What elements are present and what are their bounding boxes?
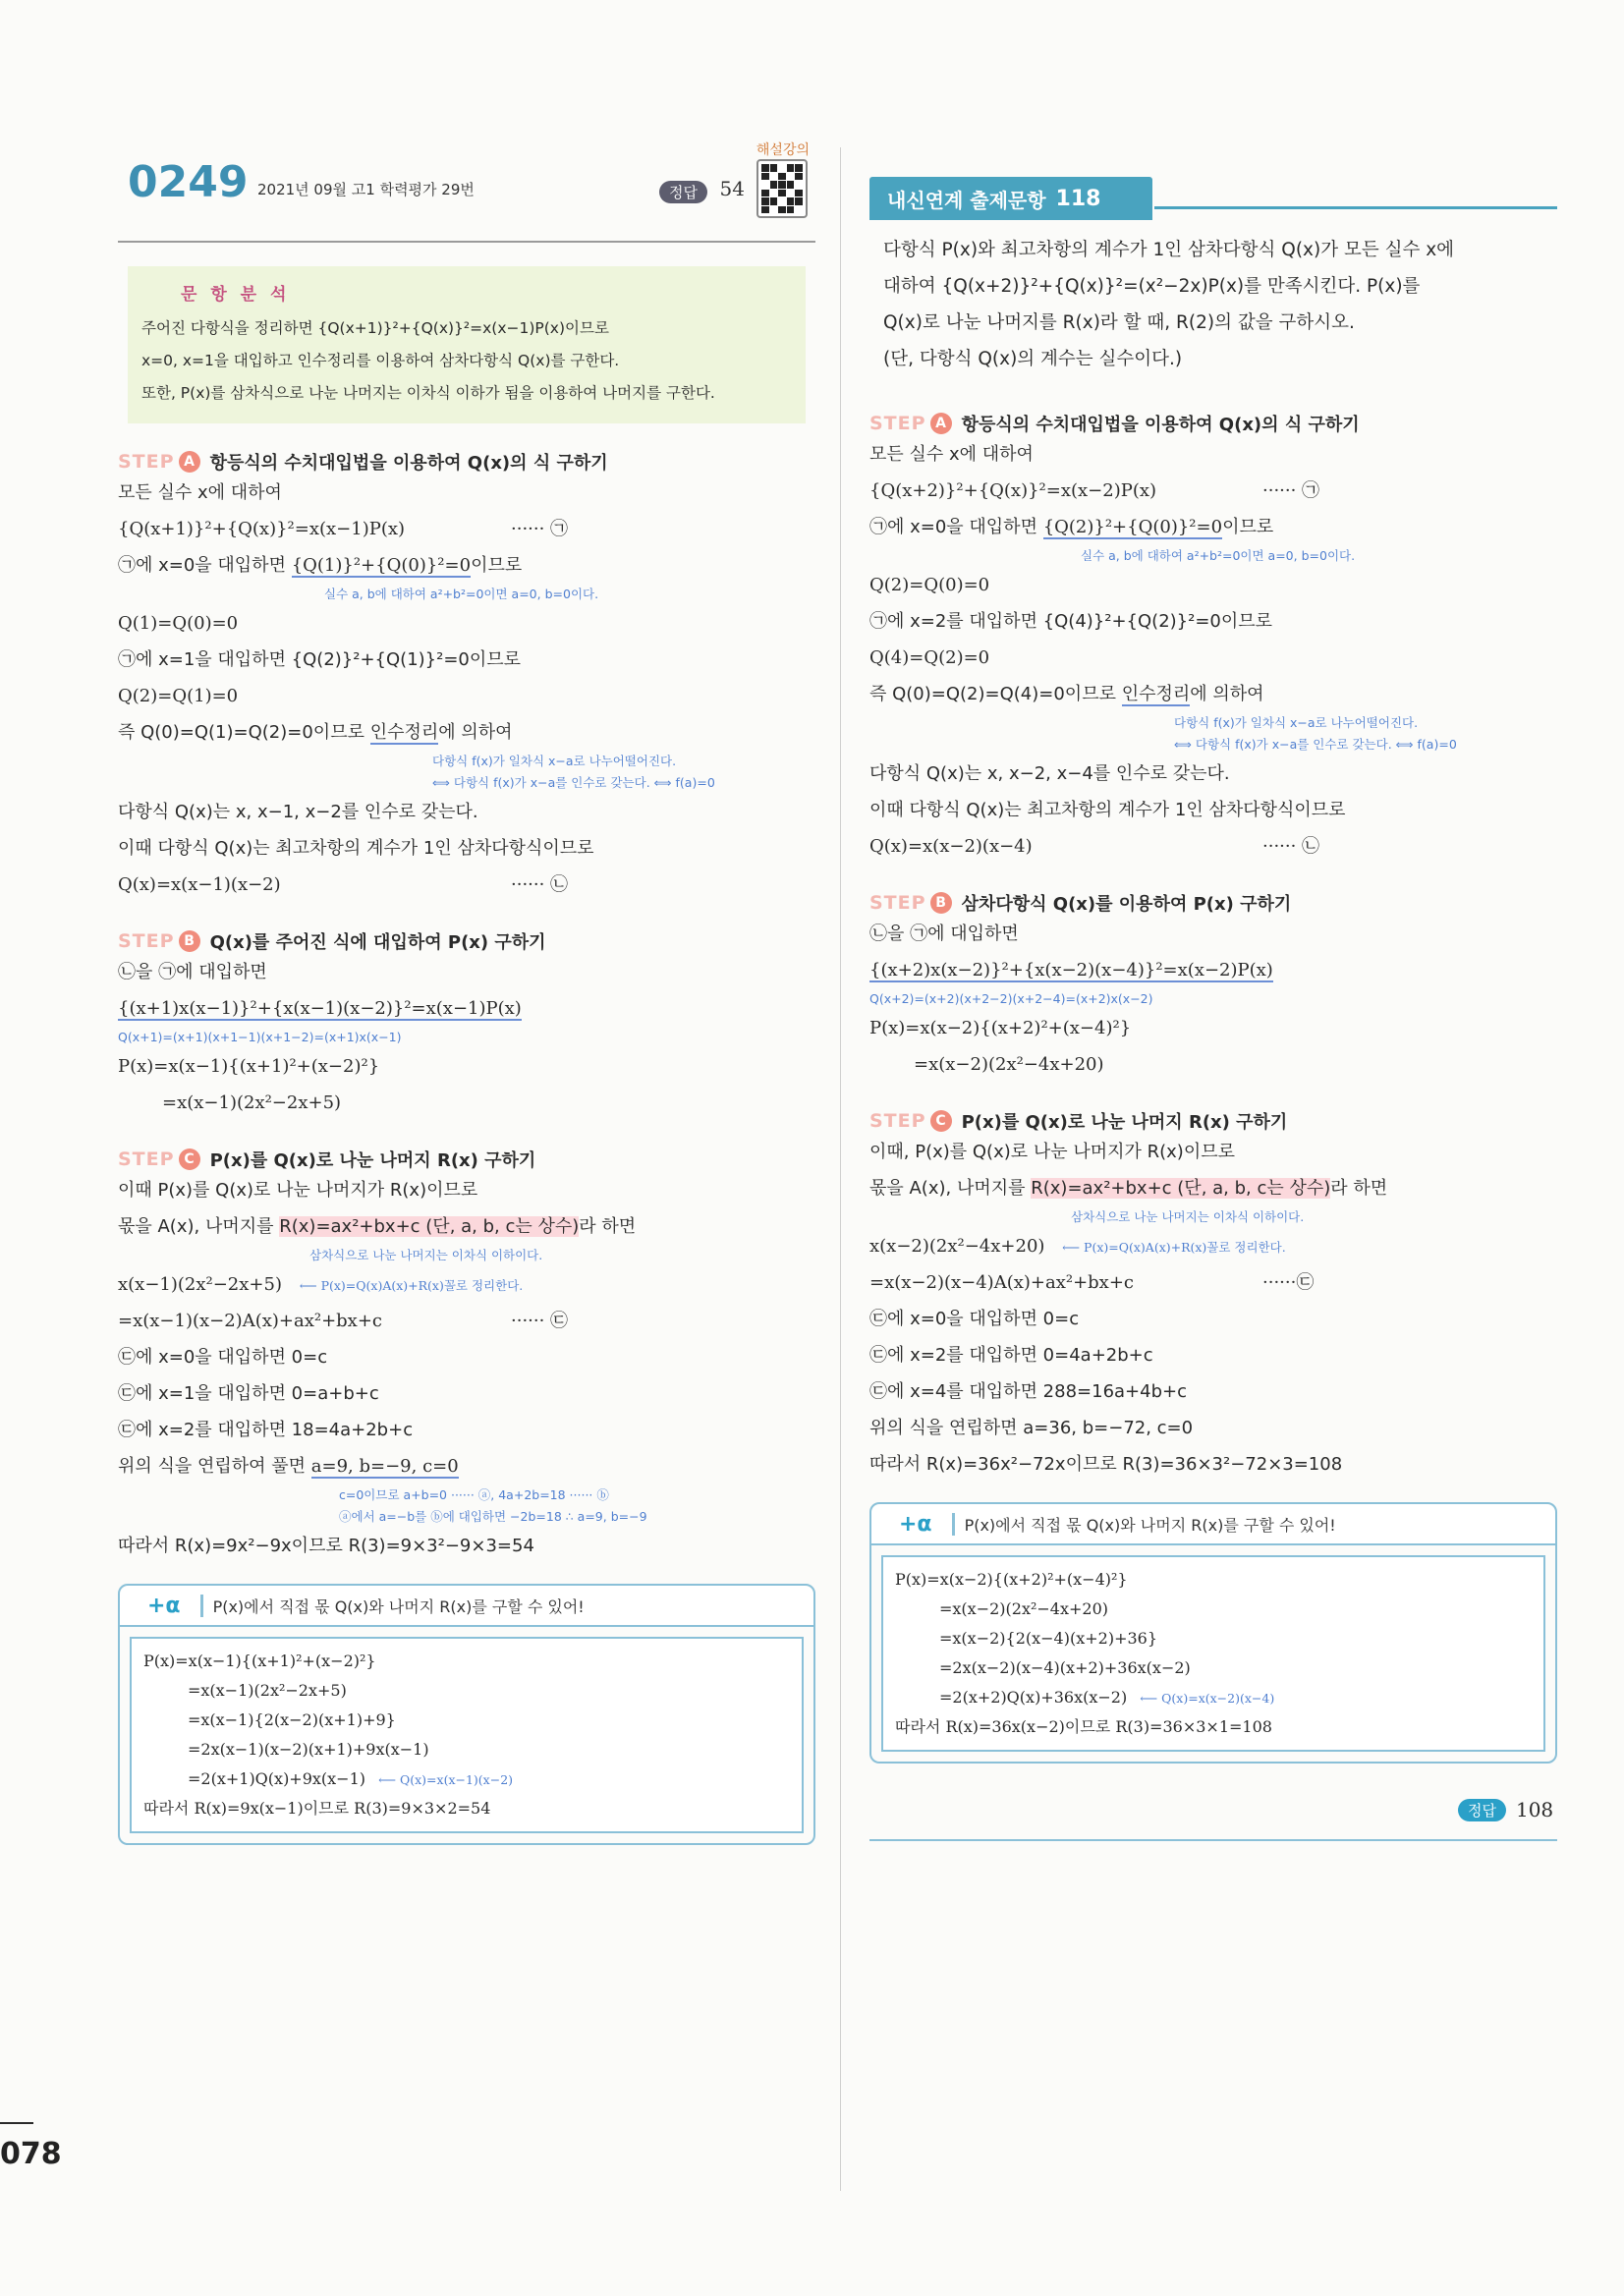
hint-note: ⟵ Q(x)=x(x−1)(x−2) xyxy=(378,1772,514,1787)
tip-line: =x(x−2){2(x−4)(x+2)+36} xyxy=(939,1629,1158,1648)
step-label: STEP xyxy=(869,413,926,434)
question-line: (단, 다항식 Q(x)의 계수는 실수이다.) xyxy=(883,349,1183,369)
step-label: STEP xyxy=(118,930,175,952)
text-line: 이때 다항식 Q(x)는 최고차항의 계수가 1인 삼차다항식이므로 xyxy=(118,838,594,859)
tip-result: 따라서 R(x)=9x(x−1)이므로 R(3)=9×3×2=54 xyxy=(143,1799,491,1818)
question-line: 다항식 P(x)와 최고차항의 계수가 1인 삼차다항식 Q(x)가 모든 실수 x에 xyxy=(883,240,1455,260)
text-line: 이때 다항식 Q(x)는 최고차항의 계수가 1인 삼차다항식이므로 xyxy=(869,800,1346,820)
equation-line: P(x)=x(x−1){(x+1)²+(x−2)²} xyxy=(118,1056,380,1077)
step-letter-icon: C xyxy=(930,1110,952,1132)
analysis-text xyxy=(141,312,792,410)
hint-note: ⟵ P(x)=Q(x)A(x)+R(x)꼴로 정리한다. xyxy=(299,1278,524,1293)
text-part: ㉠에 x=0을 대입하면 xyxy=(118,555,292,576)
analysis-line: x=0, x=1을 대입하고 인수정리를 이용하여 삼차다항식 Q(x)를 구한다. xyxy=(141,352,620,369)
tip-content xyxy=(881,1555,1545,1752)
answer-value: 108 xyxy=(1515,1798,1554,1821)
header-number: 118 xyxy=(1055,186,1101,211)
problem-header xyxy=(118,142,815,243)
tip-equation: =2(x+2)Q(x)+36x(x−2) xyxy=(939,1688,1128,1707)
equation-tag: ······ ㉠ xyxy=(511,519,569,539)
step-letter-icon: A xyxy=(930,413,952,434)
step-title: P(x)를 Q(x)로 나눈 나머지 R(x) 구하기 xyxy=(209,1150,536,1171)
result-line: 따라서 R(x)=36x²−72x이므로 R(3)=36×3²−72×3=108 xyxy=(869,1454,1343,1475)
text-line: 모든 실수 x에 대하여 xyxy=(869,444,1034,465)
step-letter-icon: A xyxy=(179,451,200,473)
equation: =x(x−1)(x−2)A(x)+ax²+bx+c xyxy=(118,1311,382,1331)
equation-line: =x(x−1)(2x²−2x+5) xyxy=(162,1092,342,1113)
hint-note: ⟺ 다항식 f(x)가 x−a를 인수로 갖는다. ⟺ f(a)=0 xyxy=(432,775,715,790)
tip-line: P(x)=x(x−2){(x+2)²+(x−4)²} xyxy=(895,1570,1128,1589)
underlined-term: 인수정리 xyxy=(369,722,439,743)
hint-note: 삼차식으로 나눈 나머지는 이차식 이하이다. xyxy=(309,1248,543,1262)
text-line: 다항식 Q(x)는 x, x−2, x−4를 인수로 갖는다. xyxy=(869,763,1230,784)
hint-note: 다항식 f(x)가 일차식 x−a로 나누어떨어진다. xyxy=(432,754,677,768)
text-line: ㉢에 x=0을 대입하면 0=c xyxy=(869,1309,1080,1329)
step-letter-icon: C xyxy=(179,1148,200,1170)
text-line: ㉢에 x=1을 대입하면 0=a+b+c xyxy=(118,1383,379,1404)
equation: x(x−1)(2x²−2x+5) xyxy=(118,1274,282,1295)
hint-note: c=0이므로 a+b=0 ······ ⓐ, 4a+2b=18 ······ ⓑ xyxy=(339,1487,609,1502)
text-line: 이때 P(x)를 Q(x)로 나눈 나머지가 R(x)이므로 xyxy=(118,1180,478,1201)
text-line xyxy=(118,714,815,751)
text-part: 위의 식을 연립하여 풀면 xyxy=(118,1456,311,1477)
tip-line xyxy=(895,1683,1532,1712)
step-label: STEP xyxy=(869,1110,926,1132)
problem-source: 2021년 09월 고1 학력평가 29번 xyxy=(257,181,475,198)
column-divider xyxy=(840,147,841,2191)
step-title: 삼차다항식 Q(x)를 이용하여 P(x) 구하기 xyxy=(961,894,1292,915)
text-part: 몫을 A(x), 나머지를 xyxy=(869,1178,1032,1199)
equation-tag: ······ ㉢ xyxy=(511,1311,569,1331)
tip-content xyxy=(130,1637,804,1833)
equation-line xyxy=(869,952,1557,988)
underlined-equation: {Q(1)}²+{Q(0)}²=0 xyxy=(291,555,472,576)
hint-note: Q(x+1)=(x+1)(x+1−1)(x+1−2)=(x+1)x(x−1) xyxy=(118,1030,402,1044)
highlighted-term: R(x)=ax²+bx+c (단, a, b, c는 상수) xyxy=(279,1216,580,1237)
final-answer xyxy=(1458,1798,1553,1821)
equation-line: P(x)=x(x−2){(x+2)²+(x−4)²} xyxy=(869,1018,1132,1038)
text-part: 라 하면 xyxy=(1330,1178,1388,1199)
text-part: 이므로 xyxy=(1222,517,1274,537)
equation: {Q(x+1)}²+{Q(x)}²=x(x−1)P(x) xyxy=(118,519,406,539)
text-line xyxy=(869,509,1557,545)
equation-line xyxy=(118,990,815,1027)
equation-line xyxy=(869,828,1557,865)
equation-line xyxy=(118,1266,815,1303)
hint-note: ⟺ 다항식 f(x)가 x−a를 인수로 갖는다. ⟺ f(a)=0 xyxy=(1174,737,1457,752)
equation-line: Q(1)=Q(0)=0 xyxy=(118,613,239,634)
text-part: 몫을 A(x), 나머지를 xyxy=(118,1216,280,1237)
tip-result: 따라서 R(x)=36x(x−2)이므로 R(3)=36×3×1=108 xyxy=(895,1717,1272,1736)
hint-note: Q(x+2)=(x+2)(x+2−2)(x+2−4)=(x+2)x(x−2) xyxy=(869,991,1153,1006)
answer-badge: 정답 xyxy=(659,181,707,203)
analysis-line: 또한, P(x)를 삼차식으로 나눈 나머지는 이차식 이하가 됨을 이용하여 나머지를 구한다. xyxy=(141,384,715,402)
step-b-heading xyxy=(869,890,1557,916)
step-a-heading xyxy=(118,449,815,475)
hint-note: 삼차식으로 나눈 나머지는 이차식 이하이다. xyxy=(1071,1209,1305,1224)
header-tab xyxy=(869,177,1152,220)
tip-title: P(x)에서 직접 몫 Q(x)와 나머지 R(x)를 구할 수 있어! xyxy=(200,1595,585,1617)
tip-line: =x(x−1)(2x²−2x+5) xyxy=(188,1681,347,1700)
text-line xyxy=(118,1448,815,1484)
equation: {(x+2)x(x−2)}²+{x(x−2)(x−4)}²=x(x−2)P(x) xyxy=(869,960,1273,980)
text-part: 에 의하여 xyxy=(438,722,513,743)
header-label: 내신연계 출제문항 xyxy=(887,188,1046,212)
bottom-rule xyxy=(869,1839,1557,1841)
text-line: ㉢에 x=0을 대입하면 0=c xyxy=(118,1347,328,1368)
equation: =x(x−2)(x−4)A(x)+ax²+bx+c xyxy=(869,1272,1134,1293)
text-line xyxy=(869,676,1557,712)
equation-line xyxy=(869,1264,1557,1301)
question-line: 대하여 {Q(x+2)}²+{Q(x)}²=(x²−2x)P(x)를 만족시킨다. P(x)를 xyxy=(883,276,1421,297)
hint-note: 실수 a, b에 대하여 a²+b²=0이면 a=0, b=0이다. xyxy=(324,587,599,601)
tip-line: =x(x−1){2(x−2)(x+1)+9} xyxy=(188,1710,396,1729)
underlined-equation: a=9, b=−9, c=0 xyxy=(310,1456,459,1477)
equation-line xyxy=(118,511,815,547)
highlighted-term: R(x)=ax²+bx+c (단, a, b, c는 상수) xyxy=(1031,1178,1331,1199)
text-part: 이므로 xyxy=(471,555,523,576)
analysis-line: 주어진 다항식을 정리하면 {Q(x+1)}²+{Q(x)}²=x(x−1)P(x)이므로 xyxy=(141,319,609,337)
step-c-heading xyxy=(869,1108,1557,1134)
step-a-heading xyxy=(869,411,1557,436)
step-label: STEP xyxy=(118,451,175,473)
hint-note: 다항식 f(x)가 일차식 x−a로 나누어떨어진다. xyxy=(1174,715,1419,730)
text-line: ㉢에 x=2를 대입하면 0=4a+2b+c xyxy=(869,1345,1153,1366)
answer-value: 54 xyxy=(719,177,745,200)
hint-note: ⟵ P(x)=Q(x)A(x)+R(x)꼴로 정리한다. xyxy=(1062,1240,1286,1255)
equation-line: Q(2)=Q(1)=0 xyxy=(118,686,239,706)
step-title: 항등식의 수치대입법을 이용하여 Q(x)의 식 구하기 xyxy=(961,415,1360,435)
equation-line xyxy=(118,1303,815,1339)
analysis-title: 문 항 분 석 xyxy=(181,285,291,305)
step-b-heading xyxy=(118,928,815,954)
text-line: 모든 실수 x에 대하여 xyxy=(118,482,282,503)
equation: {(x+1)x(x−1)}²+{x(x−1)(x−2)}²=x(x−1)P(x) xyxy=(118,998,522,1019)
tip-line: =2x(x−2)(x−4)(x+2)+36x(x−2) xyxy=(939,1658,1191,1677)
step-title: P(x)를 Q(x)로 나눈 나머지 R(x) 구하기 xyxy=(961,1112,1288,1133)
plus-alpha-icon: +α xyxy=(899,1511,932,1537)
tip-line xyxy=(143,1764,790,1794)
step-title: 항등식의 수치대입법을 이용하여 Q(x)의 식 구하기 xyxy=(209,453,608,474)
text-line: 위의 식을 연립하면 a=36, b=−72, c=0 xyxy=(869,1418,1194,1438)
step-c-heading xyxy=(118,1147,815,1172)
equation: x(x−2)(2x²−4x+20) xyxy=(869,1236,1045,1257)
step-title: Q(x)를 주어진 식에 대입하여 P(x) 구하기 xyxy=(209,932,546,953)
qr-code-icon[interactable] xyxy=(756,159,808,218)
equation: {Q(x+2)}²+{Q(x)}²=x(x−2)P(x) xyxy=(869,480,1157,501)
left-column xyxy=(118,142,815,1845)
equation-line xyxy=(869,473,1557,509)
text-line: ㉠에 x=2를 대입하면 {Q(4)}²+{Q(2)}²=0이므로 xyxy=(869,611,1273,632)
right-column xyxy=(869,177,1557,1764)
equation-line xyxy=(869,1228,1557,1264)
text-part: 즉 Q(0)=Q(1)=Q(2)=0이므로 xyxy=(118,722,370,743)
analysis-box xyxy=(128,266,806,423)
page-number-rule xyxy=(0,2122,33,2124)
question-text xyxy=(883,232,1557,377)
header-rule xyxy=(1154,206,1557,209)
step-letter-icon: B xyxy=(179,930,200,952)
extra-tip-box xyxy=(869,1502,1557,1764)
equation-line: Q(4)=Q(2)=0 xyxy=(869,647,990,668)
step-letter-icon: B xyxy=(930,892,952,914)
text-line: ㉡을 ㉠에 대입하면 xyxy=(869,924,1019,944)
text-part: 라 하면 xyxy=(579,1216,637,1237)
text-line: 이때, P(x)를 Q(x)로 나눈 나머지가 R(x)이므로 xyxy=(869,1142,1235,1162)
text-part: 에 의하여 xyxy=(1190,684,1264,704)
text-part: 즉 Q(0)=Q(2)=Q(4)=0이므로 xyxy=(869,684,1122,704)
tip-line: =x(x−2)(2x²−4x+20) xyxy=(939,1599,1108,1618)
underlined-equation: {Q(2)}²+{Q(0)}²=0 xyxy=(1042,517,1223,537)
text-line: 다항식 Q(x)는 x, x−1, x−2를 인수로 갖는다. xyxy=(118,802,478,822)
question-line: Q(x)로 나눈 나머지를 R(x)라 할 때, R(2)의 값을 구하시오. xyxy=(883,312,1355,333)
problem-number: 0249 xyxy=(128,157,249,207)
equation-tag: ······ ㉡ xyxy=(511,874,569,895)
hint-note: ⓐ에서 a=−b를 ⓑ에 대입하면 −2b=18 ∴ a=9, b=−9 xyxy=(339,1509,647,1524)
tip-header xyxy=(871,1504,1555,1545)
text-part: ㉠에 x=0을 대입하면 xyxy=(869,517,1043,537)
underlined-term: 인수정리 xyxy=(1121,684,1191,704)
equation-tag: ······㉢ xyxy=(1262,1272,1315,1293)
hint-note: ⟵ Q(x)=x(x−2)(x−4) xyxy=(1140,1691,1275,1706)
lecture-label: 해설강의 xyxy=(756,142,810,158)
step-label: STEP xyxy=(118,1148,175,1170)
equation: Q(x)=x(x−1)(x−2) xyxy=(118,874,281,895)
equation-line: =x(x−2)(2x²−4x+20) xyxy=(914,1054,1104,1075)
result-line: 따라서 R(x)=9x²−9x이므로 R(3)=9×3²−9×3=54 xyxy=(118,1536,534,1556)
linked-problem-header xyxy=(869,177,1557,220)
text-line xyxy=(118,1208,815,1245)
extra-tip-box xyxy=(118,1584,815,1845)
text-line: ㉡을 ㉠에 대입하면 xyxy=(118,962,267,982)
tip-header xyxy=(120,1586,813,1627)
equation: Q(x)=x(x−2)(x−4) xyxy=(869,836,1033,857)
hint-note: 실수 a, b에 대하여 a²+b²=0이면 a=0, b=0이다. xyxy=(1081,548,1356,563)
text-line xyxy=(118,547,815,584)
answer-badge: 정답 xyxy=(1458,1799,1506,1821)
equation-tag: ······ ㉠ xyxy=(1262,480,1320,501)
plus-alpha-icon: +α xyxy=(147,1593,181,1618)
equation-line: Q(2)=Q(0)=0 xyxy=(869,575,990,595)
text-line: ㉢에 x=4를 대입하면 288=16a+4b+c xyxy=(869,1381,1187,1402)
step-label: STEP xyxy=(869,892,926,914)
equation-line xyxy=(118,867,815,903)
tip-line: P(x)=x(x−1){(x+1)²+(x−2)²} xyxy=(143,1652,376,1670)
tip-equation: =2(x+1)Q(x)+9x(x−1) xyxy=(188,1769,366,1788)
text-line xyxy=(869,1170,1557,1206)
tip-title: P(x)에서 직접 몫 Q(x)와 나머지 R(x)를 구할 수 있어! xyxy=(952,1513,1336,1536)
text-line: ㉢에 x=2를 대입하면 18=4a+2b+c xyxy=(118,1420,414,1440)
text-line: ㉠에 x=1을 대입하면 {Q(2)}²+{Q(1)}²=0이므로 xyxy=(118,649,522,670)
equation-tag: ······ ㉡ xyxy=(1262,836,1320,857)
page-number: 078 xyxy=(0,2137,62,2171)
tip-line: =2x(x−1)(x−2)(x+1)+9x(x−1) xyxy=(188,1740,429,1759)
